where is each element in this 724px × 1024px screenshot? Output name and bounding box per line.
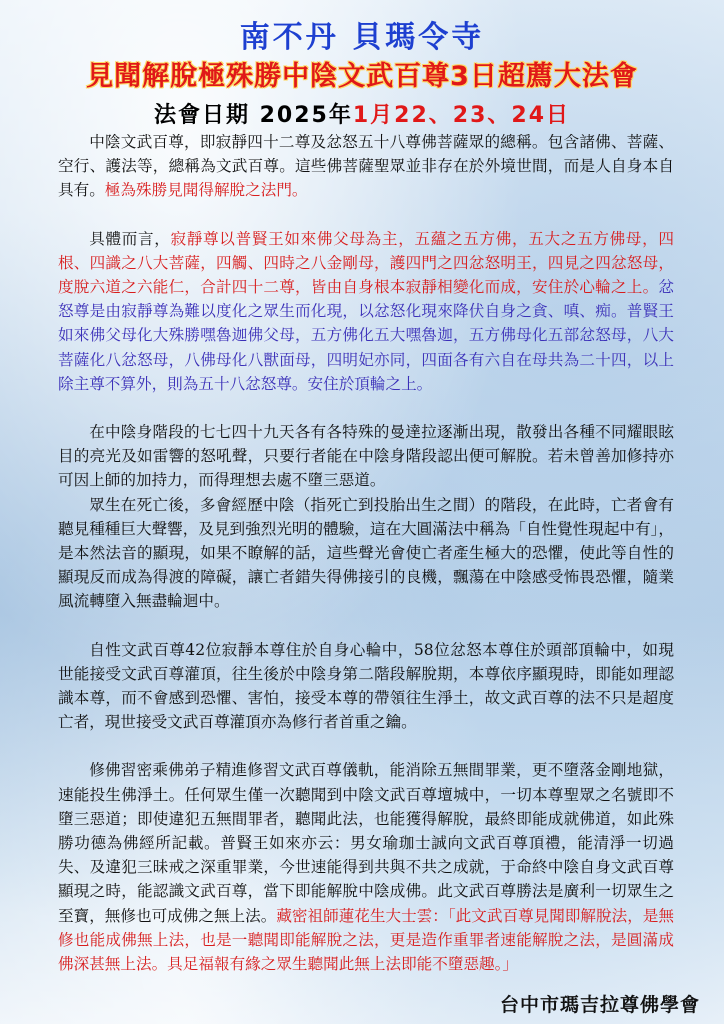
article-body xyxy=(58,130,674,976)
paragraph-2-peaceful-deities: 寂靜尊以普賢王如來佛父母為主，五蘊之五方佛，五大之五方佛母，四根、四識之八大菩薩，四觸、四時之八金剛母，護四門之四忿怒明王，四見之四忿怒母，度脫六道之六能仁，合計四十二尊，皆由自身根本寂靜相變化而成，安住於心輪之上。 xyxy=(58,229,674,297)
organization-name: 台中市瑪吉拉尊佛學會 xyxy=(499,994,700,1016)
paragraph-1 xyxy=(58,130,674,203)
paragraph-1-highlight: 極為殊勝見聞得解脫之法門。 xyxy=(104,181,308,200)
paragraph-6 xyxy=(58,758,674,976)
event-title: 見聞解脫極殊勝中陰文武百尊3日超薦大法會 xyxy=(86,61,638,92)
paragraph-2-text: 具體而言， xyxy=(89,229,171,248)
paragraph-4: 眾生在死亡後，多會經歷中陰（指死亡到投胎出生之間）的階段，在此時，亡者會有聽見種種巨大聲響，及見到強烈光明的體驗，這在大圓滿法中稱為「自性覺性現起中有」，是本然法音的顯現，如果不瞭解的話，這些聲光會使亡者產生極大的恐懼，使此等自性的顯現反而成為得渡的障礙，讓亡者錯失得佛接引的良機，飄蕩在中陰感受怖畏恐懼，隨業風流轉墮入無盡輪迴中。 xyxy=(58,495,674,611)
paragraph-1-text: 中陰文武百尊，即寂靜四十二尊及忿怒五十八尊佛菩薩眾的總稱。包含諸佛、菩薩、空行、護法等，總稱為文武百尊。這些佛菩薩聖眾並非存在於外境世間，而是人自身本自具有。 xyxy=(58,133,674,200)
event-date xyxy=(0,98,724,129)
temple-title: 南不丹 貝瑪令寺 xyxy=(239,20,485,55)
paragraph-5: 自性文武百尊42位寂靜本尊住於自身心輪中，58位忿怒本尊住於頭部頂輪中，如現世能接受文武百尊灌頂，往生後於中陰身第二階段解脫期，本尊依序顯現時，即能如理認識本尊，而不會感到恐懼、害怕，接受本尊的帶領往生淨土，故文武百尊的法不只是超度亡者，現世接受文武百尊灌頂亦為修行者首重之鑰。 xyxy=(58,640,674,732)
paragraph-2-wrathful-deities: 忿怒尊是由寂靜尊為難以度化之眾生而化現，以忿怒化現來降伏自身之貪、嗔、痴。普賢王如來佛父母化大殊勝嘿魯迦佛父母，五方佛化五大嘿魯迦，五方佛母化五部忿怒母，八大菩薩化八忿怒母，八佛母化八獸面母，四明妃亦同，四面各有六自在母共為二十四，以上除主尊不算外，則為五十八忿怒尊。安住於頂輪之上。 xyxy=(58,278,674,393)
date-label: 法會日期 2025年 xyxy=(153,103,353,128)
paragraph-6-text: 修佛習密乘佛弟子精進修習文武百尊儀軌，能消除五無間罪業，更不墮落金剛地獄，速能投生佛淨土。任何眾生僅一次聽聞到中陰文武百尊壇城中，一切本尊聖眾之名號即不墮三惡道；即使違犯五無間罪者，聽聞此法，也能獲得解脫，最終即能成就佛道，如此殊勝功德為佛經所記載。普賢王如來亦云：男女瑜珈士誠向文武百尊頂禮，能清淨一切過失、及違犯三昧戒之深重罪業，今世速能得到共與不共之成就，于命終中陰自身文武百尊顯現之時，能認識文武百尊，當下即能解脫中陰成佛。此文武百尊勝法是廣利一切眾生之至寶，無修也可成佛之無上法。 xyxy=(58,761,674,925)
date-value: 1月22、23、24日 xyxy=(352,103,571,128)
paragraph-6-quote: 藏密祖師蓮花生大士雲：「此文武百尊見聞即解脫法，是無修也能成佛無上法，也是一聽聞即能解脫之法，更是造作重罪者速能解脫之法，是圓滿成佛深甚無上法。具足福報有緣之眾生聽聞此無上法即能不墮惡趣。」 xyxy=(58,906,674,974)
paragraph-3: 在中陰身階段的七七四十九天各有各特殊的曼達拉逐漸出現，散發出各種不同耀眼眩目的亮光及如雷響的怒吼聲，只要行者能在中陰身階段認出便可解脫。若未曾善加修持亦可因上師的加持力，而得理想去處不墮三惡道。 xyxy=(58,423,674,490)
paragraph-2 xyxy=(58,227,674,396)
